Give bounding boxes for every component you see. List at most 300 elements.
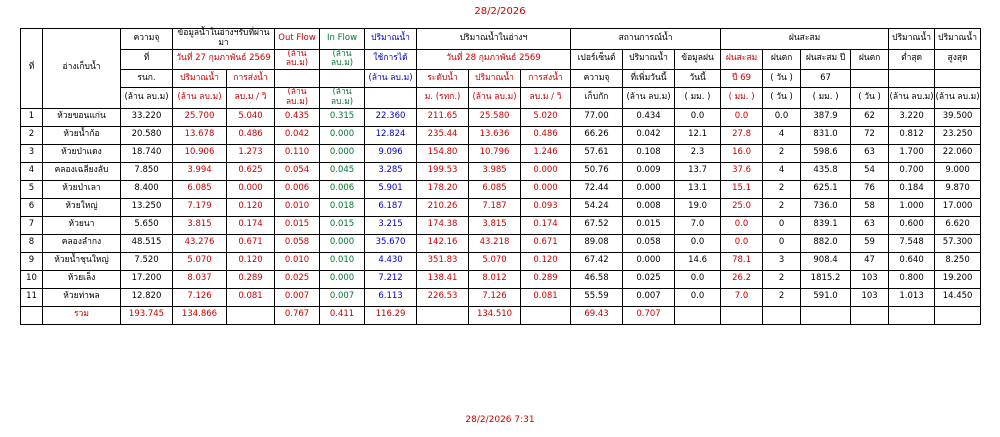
cell-today-level: 235.44 bbox=[417, 126, 469, 144]
cell-today-release: 0.486 bbox=[521, 126, 571, 144]
cell-rain-days-year: 3 bbox=[763, 252, 801, 270]
cell-reservoir-name: ห้วยป่าแดง bbox=[43, 144, 121, 162]
cell-reservoir-name: คลองลำกง bbox=[43, 234, 121, 252]
cell-max-volume: 14.450 bbox=[935, 288, 981, 306]
cell-percent-capacity: 57.61 bbox=[571, 144, 623, 162]
header-row-2 bbox=[21, 49, 981, 70]
cell-rain-today: 0.0 bbox=[675, 234, 721, 252]
cell-reservoir-name: ห้วยขอนแก่น bbox=[43, 108, 121, 126]
table-total-row bbox=[21, 306, 981, 324]
cell-max-volume: 19.200 bbox=[935, 270, 981, 288]
cell-rain-today: 7.0 bbox=[675, 216, 721, 234]
cell-usable-volume: 4.430 bbox=[365, 252, 417, 270]
cell-today-volume: 3.815 bbox=[469, 216, 521, 234]
cell-outflow: 0.058 bbox=[275, 234, 320, 252]
total-max-volume bbox=[935, 306, 981, 324]
header-rainaccyear-l3: ( มม. ) bbox=[721, 88, 763, 109]
cell-percent-capacity: 67.52 bbox=[571, 216, 623, 234]
header-outflow-unit: (ล้าน ลบ.ม) bbox=[275, 88, 320, 109]
cell-usable-volume: 3.215 bbox=[365, 216, 417, 234]
cell-today-release: 0.000 bbox=[521, 162, 571, 180]
cell-min-volume: 1.700 bbox=[889, 144, 935, 162]
cell-today-level: 142.16 bbox=[417, 234, 469, 252]
cell-today-level: 210.26 bbox=[417, 198, 469, 216]
cell-reservoir-name: คลองเฉลียงลับ bbox=[43, 162, 121, 180]
header-yrel-l2: ลบ.ม / วิ bbox=[227, 88, 275, 109]
cell-reservoir-name: ห้วยเล็ง bbox=[43, 270, 121, 288]
cell-yesterday-release: 0.671 bbox=[227, 234, 275, 252]
cell-yesterday-volume: 5.070 bbox=[173, 252, 227, 270]
header-inflow-l1: In Flow bbox=[320, 29, 365, 50]
cell-index: 6 bbox=[21, 198, 43, 216]
cell-percent-capacity: 46.58 bbox=[571, 270, 623, 288]
header-raindaysprev-l1: ฝนตก bbox=[851, 49, 889, 70]
header-addvol-l2: ที่เพิ่มวันนี้ bbox=[623, 70, 675, 88]
cell-min-volume: 0.600 bbox=[889, 216, 935, 234]
header-raindaysyear-l1: ฝนตก bbox=[763, 49, 801, 70]
header-raintoday-l2: วันนี้ bbox=[675, 70, 721, 88]
cell-index: 8 bbox=[21, 234, 43, 252]
total-usable-volume: 116.29 bbox=[365, 306, 417, 324]
cell-capacity: 7.850 bbox=[121, 162, 173, 180]
header-maxvol-spacer bbox=[935, 70, 981, 88]
cell-min-volume: 1.013 bbox=[889, 288, 935, 306]
header-pct-l3: เก็บกัก bbox=[571, 88, 623, 109]
cell-min-volume: 0.184 bbox=[889, 180, 935, 198]
cell-volume-added: 0.108 bbox=[623, 144, 675, 162]
header-outflow-l2: (ล้าน ลบ.ม) bbox=[275, 49, 320, 70]
cell-rain-today: 2.3 bbox=[675, 144, 721, 162]
cell-today-release: 0.671 bbox=[521, 234, 571, 252]
header-maxvol-l2: สูงสุด bbox=[935, 49, 981, 70]
cell-rain-days-prev: 47 bbox=[851, 252, 889, 270]
total-outflow: 0.767 bbox=[275, 306, 320, 324]
header-raindaysprev-l2 bbox=[851, 70, 889, 88]
cell-rain-acc-year: 16.0 bbox=[721, 144, 763, 162]
header-outflow-l1: Out Flow bbox=[275, 29, 320, 50]
header-raindaysyear-l3: ( วัน ) bbox=[763, 88, 801, 109]
cell-max-volume: 9.000 bbox=[935, 162, 981, 180]
cell-rain-acc-year: 0.0 bbox=[721, 108, 763, 126]
header-trel-l2: ลบ.ม / วิ bbox=[521, 88, 571, 109]
cell-today-volume: 8.012 bbox=[469, 270, 521, 288]
cell-today-release: 5.020 bbox=[521, 108, 571, 126]
cell-usable-volume: 35.670 bbox=[365, 234, 417, 252]
cell-capacity: 13.250 bbox=[121, 198, 173, 216]
cell-capacity: 17.200 bbox=[121, 270, 173, 288]
cell-rain-days-year: 2 bbox=[763, 198, 801, 216]
total-inflow: 0.411 bbox=[320, 306, 365, 324]
cell-today-volume: 6.085 bbox=[469, 180, 521, 198]
cell-yesterday-volume: 3.994 bbox=[173, 162, 227, 180]
cell-yesterday-volume: 10.906 bbox=[173, 144, 227, 162]
cell-min-volume: 3.220 bbox=[889, 108, 935, 126]
header-rainaccyear-l2: ปี 69 bbox=[721, 70, 763, 88]
header-maxvol-l1: ปริมาณน้ำ bbox=[935, 29, 981, 50]
cell-today-release: 0.289 bbox=[521, 270, 571, 288]
cell-rain-today: 0.0 bbox=[675, 108, 721, 126]
header-index: ที่ bbox=[21, 29, 43, 109]
cell-usable-volume: 9.096 bbox=[365, 144, 417, 162]
cell-today-release: 1.246 bbox=[521, 144, 571, 162]
cell-max-volume: 22.060 bbox=[935, 144, 981, 162]
header-group-status: สถานการณ์น้ำ bbox=[571, 29, 721, 50]
cell-today-volume: 7.126 bbox=[469, 288, 521, 306]
cell-index: 1 bbox=[21, 108, 43, 126]
header-maxvol-l3: (ล้าน ลบ.ม) bbox=[935, 88, 981, 109]
cell-today-release: 0.093 bbox=[521, 198, 571, 216]
cell-outflow: 0.435 bbox=[275, 108, 320, 126]
cell-min-volume: 7.548 bbox=[889, 234, 935, 252]
table-row bbox=[21, 216, 981, 234]
header-raintoday-l3: ( มม. ) bbox=[675, 88, 721, 109]
cell-outflow: 0.015 bbox=[275, 216, 320, 234]
cell-index: 9 bbox=[21, 252, 43, 270]
header-raindaysprev-l3: ( วัน ) bbox=[851, 88, 889, 109]
cell-outflow: 0.010 bbox=[275, 252, 320, 270]
header-row-4 bbox=[21, 88, 981, 109]
table-row bbox=[21, 180, 981, 198]
cell-index: 10 bbox=[21, 270, 43, 288]
header-addvol-l3: (ล้าน ลบ.ม) bbox=[623, 88, 675, 109]
cell-index: 5 bbox=[21, 180, 43, 198]
cell-inflow: 0.006 bbox=[320, 180, 365, 198]
cell-yesterday-release: 0.081 bbox=[227, 288, 275, 306]
cell-yesterday-volume: 8.037 bbox=[173, 270, 227, 288]
cell-inflow: 0.045 bbox=[320, 162, 365, 180]
cell-volume-added: 0.008 bbox=[623, 198, 675, 216]
cell-rain-today: 12.1 bbox=[675, 126, 721, 144]
cell-today-level: 226.53 bbox=[417, 288, 469, 306]
table-row bbox=[21, 234, 981, 252]
cell-percent-capacity: 89.08 bbox=[571, 234, 623, 252]
cell-max-volume: 23.250 bbox=[935, 126, 981, 144]
cell-rain-days-year: 2 bbox=[763, 270, 801, 288]
cell-today-level: 138.41 bbox=[417, 270, 469, 288]
header-capacity-l3: รนก. bbox=[121, 70, 173, 88]
cell-volume-added: 0.042 bbox=[623, 126, 675, 144]
header-usable-l2: ใช้การได้ bbox=[365, 49, 417, 70]
cell-today-release: 0.120 bbox=[521, 252, 571, 270]
cell-usable-volume: 5.901 bbox=[365, 180, 417, 198]
header-minvol-l3: (ล้าน ลบ.ม) bbox=[889, 88, 935, 109]
cell-today-level: 351.83 bbox=[417, 252, 469, 270]
header-usable-l3: (ล้าน ลบ.ม) bbox=[365, 70, 417, 88]
header-usable-spacer bbox=[365, 88, 417, 109]
cell-rain-acc-year: 15.1 bbox=[721, 180, 763, 198]
table-row bbox=[21, 126, 981, 144]
cell-rain-acc-prev: 831.0 bbox=[801, 126, 851, 144]
header-yvol-l2: (ล้าน ลบ.ม) bbox=[173, 88, 227, 109]
total-min-volume bbox=[889, 306, 935, 324]
total-volume-added: 0.707 bbox=[623, 306, 675, 324]
header-usable-l1: ปริมาณน้ำ bbox=[365, 29, 417, 50]
header-capacity-l1: ความจุ bbox=[121, 29, 173, 50]
cell-rain-days-year: 2 bbox=[763, 144, 801, 162]
cell-capacity: 33.220 bbox=[121, 108, 173, 126]
cell-rain-today: 0.0 bbox=[675, 270, 721, 288]
cell-reservoir-name: ห้วยน้ำก้อ bbox=[43, 126, 121, 144]
total-today-level bbox=[417, 306, 469, 324]
header-pct-l2: ความจุ bbox=[571, 70, 623, 88]
cell-percent-capacity: 72.44 bbox=[571, 180, 623, 198]
cell-rain-days-year: 2 bbox=[763, 180, 801, 198]
header-tvol-l2: (ล้าน ลบ.ม) bbox=[469, 88, 521, 109]
header-tlevel-l1: ระดับน้ำ bbox=[417, 70, 469, 88]
cell-rain-acc-prev: 839.1 bbox=[801, 216, 851, 234]
cell-outflow: 0.007 bbox=[275, 288, 320, 306]
cell-rain-days-prev: 63 bbox=[851, 216, 889, 234]
cell-yesterday-release: 1.273 bbox=[227, 144, 275, 162]
header-minvol-spacer bbox=[889, 70, 935, 88]
cell-usable-volume: 6.187 bbox=[365, 198, 417, 216]
cell-inflow: 0.000 bbox=[320, 144, 365, 162]
cell-percent-capacity: 77.00 bbox=[571, 108, 623, 126]
cell-max-volume: 9.870 bbox=[935, 180, 981, 198]
cell-today-release: 0.081 bbox=[521, 288, 571, 306]
cell-capacity: 48.515 bbox=[121, 234, 173, 252]
cell-yesterday-release: 5.040 bbox=[227, 108, 275, 126]
cell-yesterday-volume: 7.179 bbox=[173, 198, 227, 216]
table-row bbox=[21, 288, 981, 306]
cell-percent-capacity: 67.42 bbox=[571, 252, 623, 270]
header-reservoir: อ่างเก็บน้ำ bbox=[43, 29, 121, 109]
cell-yesterday-release: 0.625 bbox=[227, 162, 275, 180]
cell-rain-today: 19.0 bbox=[675, 198, 721, 216]
cell-outflow: 0.025 bbox=[275, 270, 320, 288]
cell-min-volume: 0.800 bbox=[889, 270, 935, 288]
table-row bbox=[21, 162, 981, 180]
header-trel-l1: การส่งน้ำ bbox=[521, 70, 571, 88]
cell-rain-acc-prev: 625.1 bbox=[801, 180, 851, 198]
cell-inflow: 0.018 bbox=[320, 198, 365, 216]
header-rainaccyear-l1: ฝนสะสม bbox=[721, 49, 763, 70]
cell-yesterday-volume: 3.815 bbox=[173, 216, 227, 234]
cell-inflow: 0.315 bbox=[320, 108, 365, 126]
cell-usable-volume: 3.285 bbox=[365, 162, 417, 180]
header-rainaccprev-l2: 67 bbox=[801, 70, 851, 88]
cell-yesterday-volume: 6.085 bbox=[173, 180, 227, 198]
header-inflow-l2: (ล้าน ลบ.ม) bbox=[320, 49, 365, 70]
total-rain-acc-year bbox=[721, 306, 763, 324]
cell-yesterday-volume: 43.276 bbox=[173, 234, 227, 252]
cell-today-level: 211.65 bbox=[417, 108, 469, 126]
cell-inflow: 0.010 bbox=[320, 252, 365, 270]
cell-yesterday-release: 0.486 bbox=[227, 126, 275, 144]
cell-rain-acc-year: 7.0 bbox=[721, 288, 763, 306]
header-pct-l1: เปอร์เซ็นต์ bbox=[571, 49, 623, 70]
header-raindaysyear-l2: ( วัน ) bbox=[763, 70, 801, 88]
cell-capacity: 5.650 bbox=[121, 216, 173, 234]
cell-rain-days-year: 0 bbox=[763, 216, 801, 234]
cell-rain-days-year: 2 bbox=[763, 288, 801, 306]
cell-rain-acc-prev: 591.0 bbox=[801, 288, 851, 306]
cell-max-volume: 39.500 bbox=[935, 108, 981, 126]
cell-inflow: 0.000 bbox=[320, 234, 365, 252]
cell-rain-acc-prev: 1815.2 bbox=[801, 270, 851, 288]
cell-rain-acc-year: 0.0 bbox=[721, 234, 763, 252]
cell-rain-acc-year: 78.1 bbox=[721, 252, 763, 270]
cell-percent-capacity: 50.76 bbox=[571, 162, 623, 180]
cell-inflow: 0.007 bbox=[320, 288, 365, 306]
cell-rain-acc-prev: 435.8 bbox=[801, 162, 851, 180]
table-row bbox=[21, 270, 981, 288]
cell-rain-days-prev: 103 bbox=[851, 288, 889, 306]
cell-rain-days-prev: 59 bbox=[851, 234, 889, 252]
cell-today-release: 0.000 bbox=[521, 180, 571, 198]
cell-rain-today: 14.6 bbox=[675, 252, 721, 270]
cell-today-volume: 43.218 bbox=[469, 234, 521, 252]
cell-index: 4 bbox=[21, 162, 43, 180]
cell-today-level: 178.20 bbox=[417, 180, 469, 198]
cell-rain-today: 0.0 bbox=[675, 288, 721, 306]
cell-yesterday-release: 0.120 bbox=[227, 198, 275, 216]
header-tlevel-l2: ม. (รทก.) bbox=[417, 88, 469, 109]
header-outflow-spacer bbox=[275, 70, 320, 88]
cell-rain-acc-year: 0.0 bbox=[721, 216, 763, 234]
header-yvol-l1: ปริมาณน้ำ bbox=[173, 70, 227, 88]
cell-rain-acc-year: 37.6 bbox=[721, 162, 763, 180]
cell-today-volume: 7.187 bbox=[469, 198, 521, 216]
cell-rain-days-year: 4 bbox=[763, 126, 801, 144]
cell-volume-added: 0.025 bbox=[623, 270, 675, 288]
cell-yesterday-volume: 25.700 bbox=[173, 108, 227, 126]
header-group-rain: ฝนสะสม bbox=[721, 29, 889, 50]
cell-yesterday-release: 0.000 bbox=[227, 180, 275, 198]
cell-usable-volume: 7.212 bbox=[365, 270, 417, 288]
header-inflow-spacer bbox=[320, 70, 365, 88]
cell-outflow: 0.054 bbox=[275, 162, 320, 180]
table-row bbox=[21, 252, 981, 270]
cell-volume-added: 0.000 bbox=[623, 252, 675, 270]
cell-today-volume: 25.580 bbox=[469, 108, 521, 126]
cell-max-volume: 6.620 bbox=[935, 216, 981, 234]
cell-min-volume: 1.000 bbox=[889, 198, 935, 216]
table-row bbox=[21, 144, 981, 162]
cell-outflow: 0.042 bbox=[275, 126, 320, 144]
total-rain-acc-prev bbox=[801, 306, 851, 324]
header-capacity-l2: ที่ bbox=[121, 49, 173, 70]
header-rainaccprev-l1: ฝนสะสม ปี bbox=[801, 49, 851, 70]
cell-min-volume: 0.640 bbox=[889, 252, 935, 270]
cell-usable-volume: 6.113 bbox=[365, 288, 417, 306]
cell-rain-days-year: 0.0 bbox=[763, 108, 801, 126]
cell-rain-acc-year: 27.8 bbox=[721, 126, 763, 144]
cell-yesterday-release: 0.289 bbox=[227, 270, 275, 288]
header-capacity-l4: (ล้าน ลบ.ม) bbox=[121, 88, 173, 109]
cell-max-volume: 17.000 bbox=[935, 198, 981, 216]
reservoir-water-table bbox=[20, 28, 981, 325]
cell-today-level: 174.38 bbox=[417, 216, 469, 234]
cell-reservoir-name: ห้วยน้ำชุนใหญ่ bbox=[43, 252, 121, 270]
total-percent-capacity: 69.43 bbox=[571, 306, 623, 324]
header-inflow-unit: (ล้าน ลบ.ม) bbox=[320, 88, 365, 109]
header-minvol-l2: ต่ำสุด bbox=[889, 49, 935, 70]
cell-outflow: 0.006 bbox=[275, 180, 320, 198]
cell-volume-added: 0.000 bbox=[623, 180, 675, 198]
cell-rain-days-prev: 63 bbox=[851, 144, 889, 162]
header-today-date: วันที่ 28 กุมภาพันธ์ 2569 bbox=[417, 49, 571, 70]
cell-capacity: 8.400 bbox=[121, 180, 173, 198]
cell-today-volume: 13.636 bbox=[469, 126, 521, 144]
cell-index: 3 bbox=[21, 144, 43, 162]
cell-yesterday-release: 0.120 bbox=[227, 252, 275, 270]
cell-capacity: 12.820 bbox=[121, 288, 173, 306]
cell-volume-added: 0.434 bbox=[623, 108, 675, 126]
cell-index: 11 bbox=[21, 288, 43, 306]
cell-reservoir-name: ห้วยนา bbox=[43, 216, 121, 234]
cell-usable-volume: 12.824 bbox=[365, 126, 417, 144]
header-tvol-l1: ปริมาณน้ำ bbox=[469, 70, 521, 88]
cell-outflow: 0.110 bbox=[275, 144, 320, 162]
cell-capacity: 20.580 bbox=[121, 126, 173, 144]
header-rainaccprev-l3: ( มม. ) bbox=[801, 88, 851, 109]
total-rain-days-year bbox=[763, 306, 801, 324]
cell-max-volume: 8.250 bbox=[935, 252, 981, 270]
cell-rain-acc-prev: 882.0 bbox=[801, 234, 851, 252]
cell-rain-acc-prev: 387.9 bbox=[801, 108, 851, 126]
cell-volume-added: 0.015 bbox=[623, 216, 675, 234]
header-row-3 bbox=[21, 70, 981, 88]
cell-percent-capacity: 54.24 bbox=[571, 198, 623, 216]
total-yesterday-volume: 134.866 bbox=[173, 306, 227, 324]
cell-rain-days-prev: 76 bbox=[851, 180, 889, 198]
cell-yesterday-volume: 13.678 bbox=[173, 126, 227, 144]
table-header bbox=[21, 29, 981, 109]
total-today-release bbox=[521, 306, 571, 324]
bottom-timestamp: 28/2/2026 7:31 bbox=[465, 415, 535, 425]
total-capacity: 193.745 bbox=[121, 306, 173, 324]
cell-today-release: 0.174 bbox=[521, 216, 571, 234]
cell-yesterday-release: 0.174 bbox=[227, 216, 275, 234]
cell-rain-today: 13.1 bbox=[675, 180, 721, 198]
total-yesterday-release bbox=[227, 306, 275, 324]
cell-rain-today: 13.7 bbox=[675, 162, 721, 180]
header-group-today: ปริมาณน้ำในอ่างฯ bbox=[417, 29, 571, 50]
header-raintoday-l1: ข้อมูลฝน bbox=[675, 49, 721, 70]
header-addvol-l1: ปริมาณน้ำ bbox=[623, 49, 675, 70]
table-row bbox=[21, 198, 981, 216]
total-label: รวม bbox=[43, 306, 121, 324]
cell-today-volume: 10.796 bbox=[469, 144, 521, 162]
table-body bbox=[21, 108, 981, 324]
cell-max-volume: 57.300 bbox=[935, 234, 981, 252]
header-yesterday-date: วันที่ 27 กุมภาพันธ์ 2569 bbox=[173, 49, 275, 70]
cell-today-level: 154.80 bbox=[417, 144, 469, 162]
cell-rain-acc-year: 25.0 bbox=[721, 198, 763, 216]
cell-rain-days-year: 4 bbox=[763, 162, 801, 180]
header-minvol-l1: ปริมาณน้ำ bbox=[889, 29, 935, 50]
cell-usable-volume: 22.360 bbox=[365, 108, 417, 126]
cell-today-level: 199.53 bbox=[417, 162, 469, 180]
cell-volume-added: 0.007 bbox=[623, 288, 675, 306]
header-yrel-l1: การส่งน้ำ bbox=[227, 70, 275, 88]
cell-outflow: 0.010 bbox=[275, 198, 320, 216]
cell-rain-days-prev: 103 bbox=[851, 270, 889, 288]
cell-capacity: 7.520 bbox=[121, 252, 173, 270]
cell-reservoir-name: ห้วยท่าพล bbox=[43, 288, 121, 306]
cell-rain-acc-year: 26.2 bbox=[721, 270, 763, 288]
header-row-1 bbox=[21, 29, 981, 50]
cell-inflow: 0.000 bbox=[320, 126, 365, 144]
cell-volume-added: 0.058 bbox=[623, 234, 675, 252]
cell-reservoir-name: ห้วยป่าเลา bbox=[43, 180, 121, 198]
total-rain-days-prev bbox=[851, 306, 889, 324]
header-group-yesterday: ข้อมูลน้ำในอ่างฯรับที่ผ่านมา bbox=[173, 29, 275, 50]
cell-today-volume: 5.070 bbox=[469, 252, 521, 270]
cell-yesterday-volume: 7.126 bbox=[173, 288, 227, 306]
total-today-volume: 134.510 bbox=[469, 306, 521, 324]
